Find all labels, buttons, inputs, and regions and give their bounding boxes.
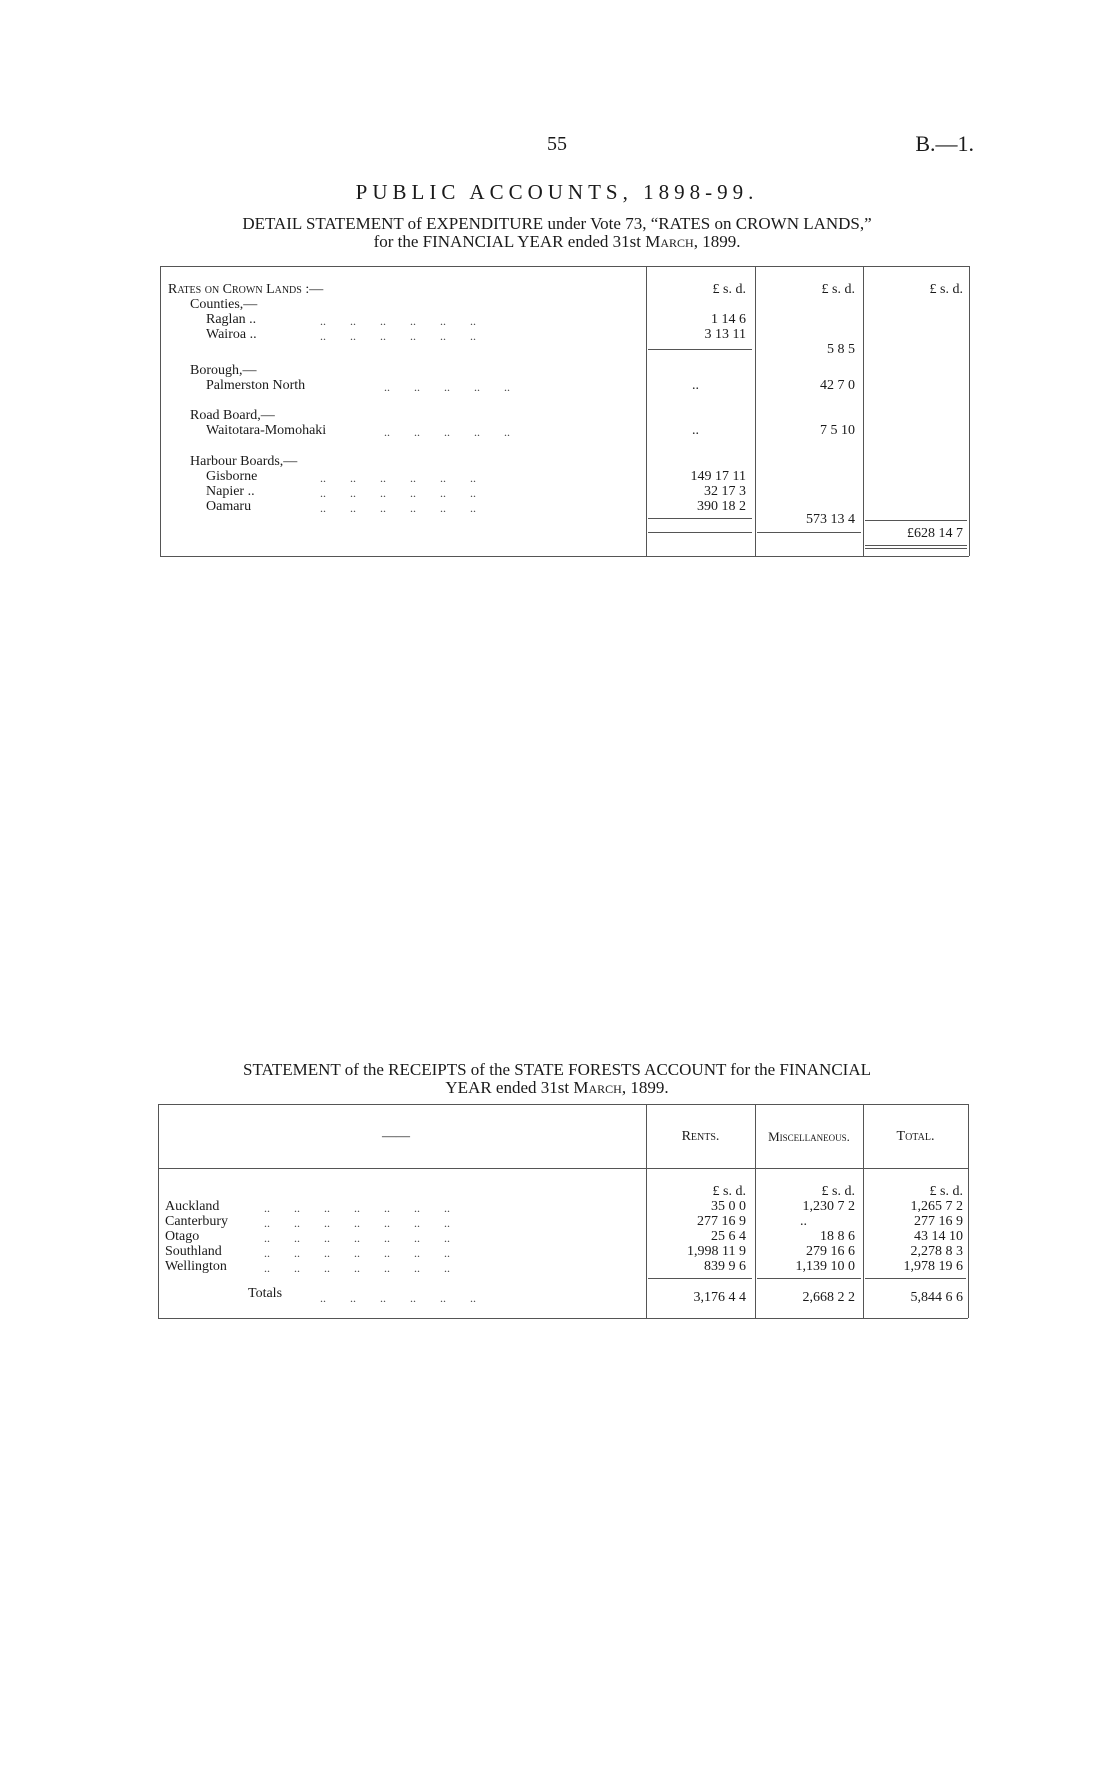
page-number: 55 (547, 133, 567, 155)
harbour-amount: 32 17 3 (704, 484, 746, 499)
table1-title-line1: DETAIL STATEMENT of EXPENDITURE under Vote 73, “RATES on CROWN LANDS,” (242, 214, 872, 233)
table2-title-line2: YEAR ended 31st March, 1899. (445, 1078, 669, 1097)
county-name: Raglan .. (206, 312, 257, 327)
header-total: Total. (896, 1129, 935, 1144)
section-title: Rates on Crown Lands :— (168, 282, 324, 297)
col-header-1: £ s. d. (712, 282, 746, 297)
misc-value: .. (800, 1214, 807, 1229)
misc-value: 279 16 6 (806, 1244, 855, 1259)
total-value: 277 16 9 (914, 1214, 963, 1229)
units-rents: £ s. d. (712, 1184, 746, 1199)
road-board-name: Waitotara-Momohaki (206, 423, 327, 438)
borough-subtotal: 42 7 0 (820, 378, 855, 393)
total-value: 2,278 8 3 (910, 1244, 963, 1259)
borough-amount: .. (692, 378, 699, 393)
borough-label: Borough,— (190, 363, 257, 378)
rents-value: 35 0 0 (711, 1199, 746, 1214)
rents-value: 1,998 11 9 (687, 1244, 746, 1259)
table1-title (0, 215, 1114, 251)
table1-title-line2: for the FINANCIAL YEAR ended 31st March, 1899. (373, 232, 741, 251)
road-board-amount: .. (692, 423, 699, 438)
header-miscellaneous: Miscellaneous. (768, 1129, 850, 1144)
page-title: PUBLIC ACCOUNTS, 1898-99. (355, 180, 759, 204)
harbour-name: Oamaru (206, 499, 252, 514)
totals-label: Totals (248, 1286, 283, 1301)
table2-title (0, 1061, 1114, 1097)
region-name: Southland (165, 1244, 222, 1259)
rents-value: 25 6 4 (711, 1229, 746, 1244)
units-total: £ s. d. (929, 1184, 963, 1199)
county-name: Wairoa .. (206, 327, 257, 342)
harbour-amount: 149 17 11 (690, 469, 746, 484)
region-name: Canterbury (165, 1214, 228, 1229)
misc-value: 1,230 7 2 (802, 1199, 855, 1214)
col-header-2: £ s. d. (821, 282, 855, 297)
harbour-boards-subtotal: 573 13 4 (806, 512, 855, 527)
harbour-name: Gisborne (206, 469, 258, 484)
harbour-boards-label: Harbour Boards,— (190, 454, 298, 469)
col-header-3: £ s. d. (929, 282, 963, 297)
header-rents: Rents. (681, 1129, 720, 1144)
totals-misc: 2,668 2 2 (802, 1290, 855, 1305)
table2-title-line1: STATEMENT of the RECEIPTS of the STATE FORESTS ACCOUNT for the FINANCIAL (242, 1060, 871, 1079)
document-code: B.—1. (915, 131, 974, 156)
borough-name: Palmerston North (206, 378, 306, 393)
counties-subtotal: 5 8 5 (827, 342, 855, 357)
harbour-amount: 390 18 2 (697, 499, 746, 514)
blank-header: —— (382, 1129, 410, 1144)
road-board-subtotal: 7 5 10 (820, 423, 855, 438)
total-value: 1,978 19 6 (903, 1259, 963, 1274)
total-value: 43 14 10 (914, 1229, 963, 1244)
counties-label: Counties,— (190, 297, 258, 312)
misc-value: 18 8 6 (820, 1229, 855, 1244)
road-board-label: Road Board,— (190, 408, 275, 423)
totals-total: 5,844 6 6 (910, 1290, 963, 1305)
grand-total: £628 14 7 (907, 526, 963, 541)
region-name: Wellington (165, 1259, 227, 1274)
region-name: Otago (165, 1229, 200, 1244)
rents-value: 277 16 9 (697, 1214, 746, 1229)
misc-value: 1,139 10 0 (795, 1259, 855, 1274)
rents-value: 839 9 6 (704, 1259, 746, 1274)
county-amount: 3 13 11 (704, 327, 746, 342)
county-amount: 1 14 6 (711, 312, 746, 327)
totals-rents: 3,176 4 4 (693, 1290, 746, 1305)
region-name: Auckland (165, 1199, 220, 1214)
total-value: 1,265 7 2 (910, 1199, 963, 1214)
units-misc: £ s. d. (821, 1184, 855, 1199)
harbour-name: Napier .. (206, 484, 255, 499)
